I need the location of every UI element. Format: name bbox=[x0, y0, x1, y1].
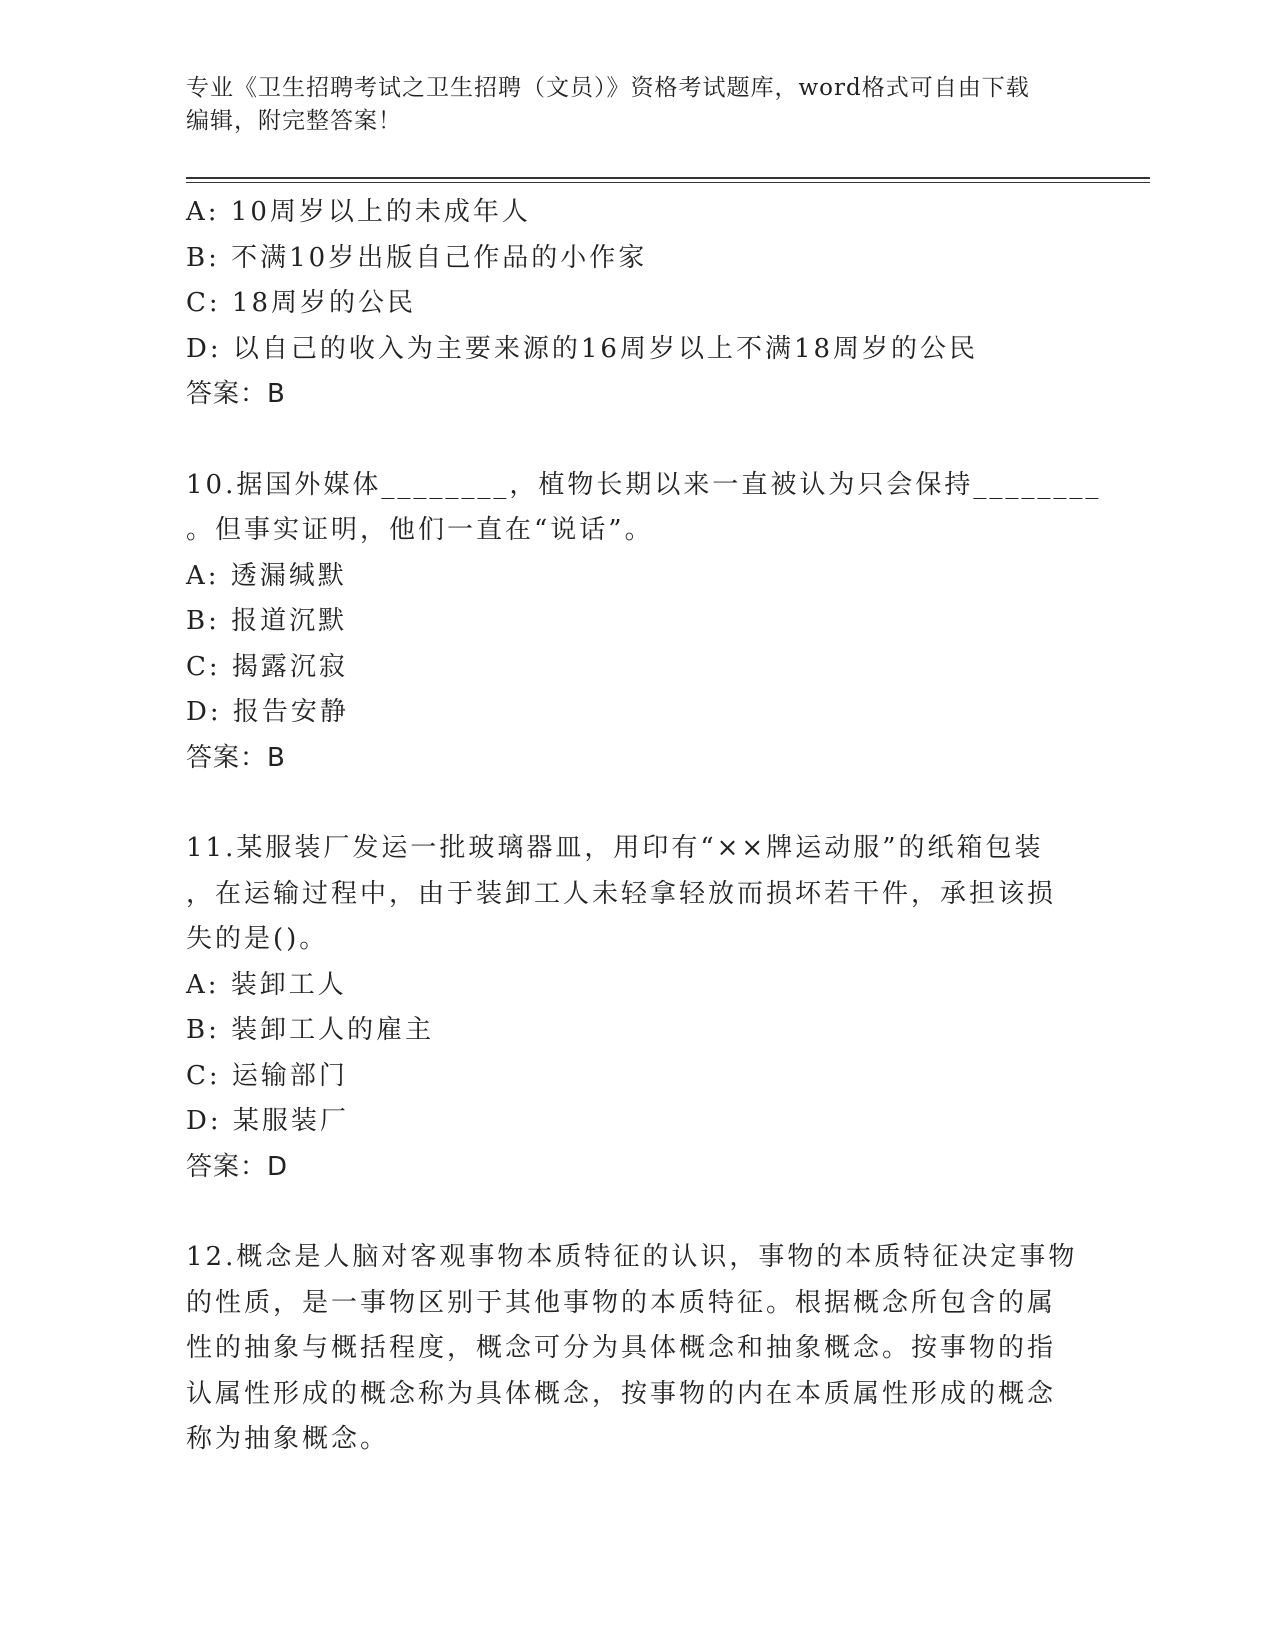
header-divider-thick bbox=[186, 177, 1150, 179]
spacer bbox=[186, 1190, 1086, 1235]
question-text-line-2: ，在运输过程中，由于装卸工人未轻拿轻放而损坏若干件，承担该损 bbox=[186, 878, 1057, 909]
option-a: A: 装卸工人 bbox=[186, 969, 347, 1000]
question-text-line-2: 。但事实证明，他们一直在“说话”。 bbox=[186, 515, 654, 545]
option-b: B: 不满10岁出版自己作品的小作家 bbox=[186, 242, 648, 273]
question-text-line-1: 10.据国外媒体________，植物长期以来一直被认为只会保持________ bbox=[186, 469, 1102, 500]
option-c: C: 运输部门 bbox=[186, 1060, 348, 1091]
spacer bbox=[186, 418, 1086, 463]
option-b: B: 报道沉默 bbox=[186, 606, 348, 636]
question-text-line-3: 失的是()。 bbox=[186, 924, 329, 954]
header-divider-thin bbox=[186, 182, 1150, 183]
question-text-line-1: 12.概念是人脑对客观事物本质特征的认识，事物的本质特征决定事物 bbox=[186, 1242, 1078, 1272]
question-12 bbox=[186, 1235, 1086, 1463]
option-b: B: 装卸工人的雇主 bbox=[186, 1015, 435, 1045]
header-line-2: 编辑，附完整答案！ bbox=[186, 108, 402, 134]
answer-label: 答案：D bbox=[186, 1151, 289, 1182]
option-c: C: 揭露沉寂 bbox=[186, 651, 348, 682]
question-text-line-2: 的性质，是一事物区别于其他事物的本质特征。根据概念所包含的属 bbox=[186, 1287, 1057, 1318]
option-a: A: 透漏缄默 bbox=[186, 560, 347, 591]
option-d: D: 以自己的收入为主要来源的16周岁以上不满18周岁的公民 bbox=[186, 333, 979, 364]
question-text-line-4: 认属性形成的概念称为具体概念，按事物的内在本质属性形成的概念 bbox=[186, 1378, 1057, 1409]
header-line-1: 专业《卫生招聘考试之卫生招聘（文员）》资格考试题库，word格式可自由下载 bbox=[186, 75, 1030, 101]
option-a: A: 10周岁以上的未成年人 bbox=[186, 197, 531, 227]
option-d: D: 报告安静 bbox=[186, 697, 349, 727]
answer-label: 答案：B bbox=[186, 379, 286, 409]
document-header bbox=[186, 72, 1086, 138]
answer-label: 答案：B bbox=[186, 742, 286, 773]
question-9 bbox=[186, 190, 1086, 418]
option-c: C: 18周岁的公民 bbox=[186, 288, 417, 318]
question-text-line-3: 性的抽象与概括程度，概念可分为具体概念和抽象概念。按事物的指 bbox=[186, 1333, 1057, 1363]
question-11 bbox=[186, 826, 1086, 1190]
option-d: D: 某服装厂 bbox=[186, 1106, 349, 1136]
question-10 bbox=[186, 463, 1102, 782]
question-text-line-1: 11.某服装厂发运一批玻璃器皿，用印有“××牌运动服”的纸箱包装 bbox=[186, 833, 1044, 863]
question-list bbox=[186, 190, 1102, 1463]
question-text-line-5: 称为抽象概念。 bbox=[186, 1424, 390, 1454]
spacer bbox=[186, 781, 1086, 826]
